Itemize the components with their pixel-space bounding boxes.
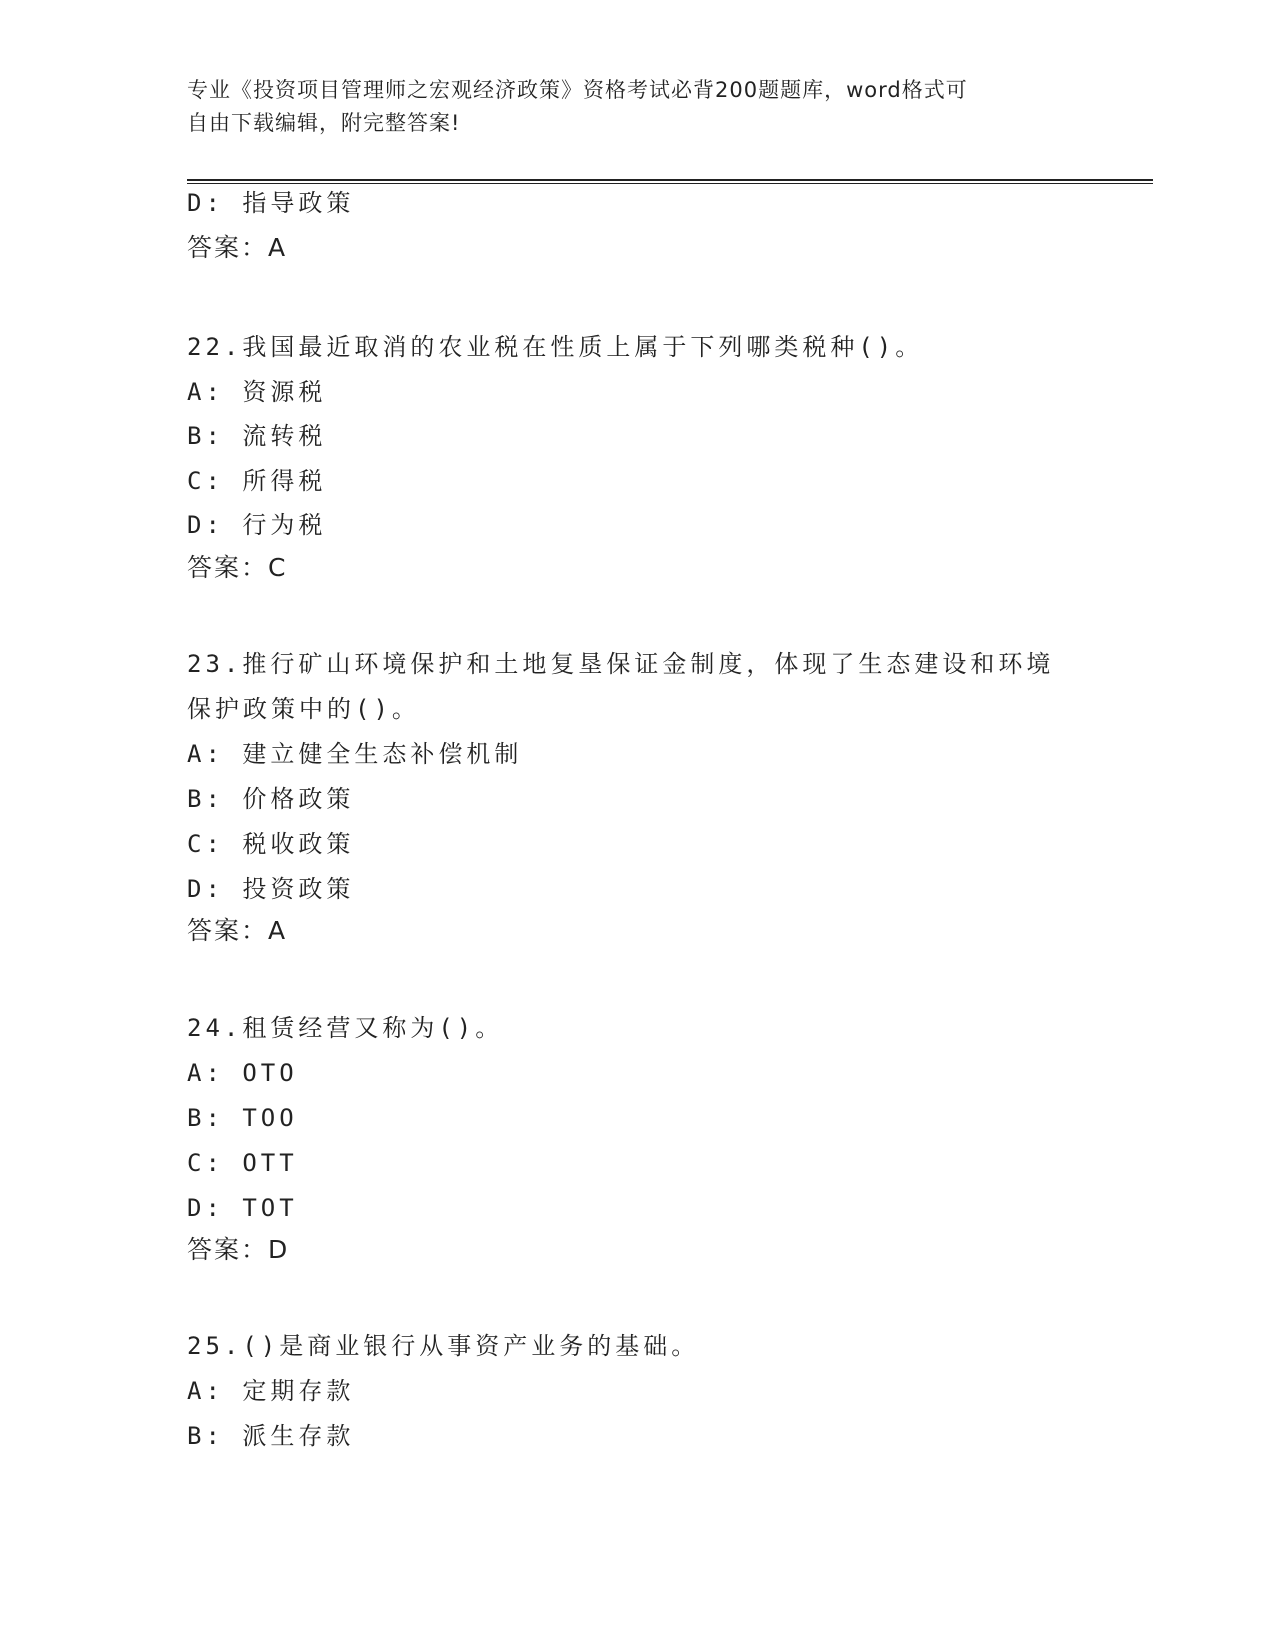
q25-option-a: A: 定期存款	[187, 1377, 355, 1405]
q24-stem: 24.租赁经营又称为()。	[187, 1014, 504, 1042]
q24-option-d: D: TOT	[187, 1194, 298, 1222]
q23-answer: 答案：A	[187, 916, 288, 945]
header-title-line-1: 专业《投资项目管理师之宏观经济政策》资格考试必背200题题库，word格式可	[187, 78, 968, 102]
q21-option-d: D: 指导政策	[187, 189, 355, 217]
q24-option-b: B: TOO	[187, 1104, 298, 1132]
q22-option-a: A: 资源税	[187, 378, 327, 406]
q23-stem-line-2: 保护政策中的()。	[187, 695, 420, 723]
q22-option-d: D: 行为税	[187, 511, 327, 539]
document-header	[187, 74, 1087, 140]
q25-stem: 25.()是商业银行从事资产业务的基础。	[187, 1332, 700, 1360]
q24-option-c: C: OTT	[187, 1149, 298, 1177]
q23-option-a: A: 建立健全生态补偿机制	[187, 740, 523, 768]
q24-answer: 答案：D	[187, 1235, 290, 1264]
header-divider	[187, 179, 1153, 184]
q23-option-d: D: 投资政策	[187, 875, 355, 903]
q25-option-b: B: 派生存款	[187, 1422, 355, 1450]
header-title-line-2: 自由下载编辑，附完整答案!	[187, 111, 461, 135]
q24-option-a: A: OTO	[187, 1059, 298, 1087]
q23-option-b: B: 价格政策	[187, 785, 355, 813]
q23-option-c: C: 税收政策	[187, 830, 355, 858]
q23-stem-line-1: 23.推行矿山环境保护和土地复垦保证金制度，体现了生态建设和环境	[187, 650, 1055, 678]
q22-option-b: B: 流转税	[187, 422, 327, 450]
q21-answer: 答案：A	[187, 233, 288, 262]
q22-answer: 答案：C	[187, 553, 288, 582]
q22-option-c: C: 所得税	[187, 467, 327, 495]
q22-stem: 22.我国最近取消的农业税在性质上属于下列哪类税种()。	[187, 333, 924, 361]
